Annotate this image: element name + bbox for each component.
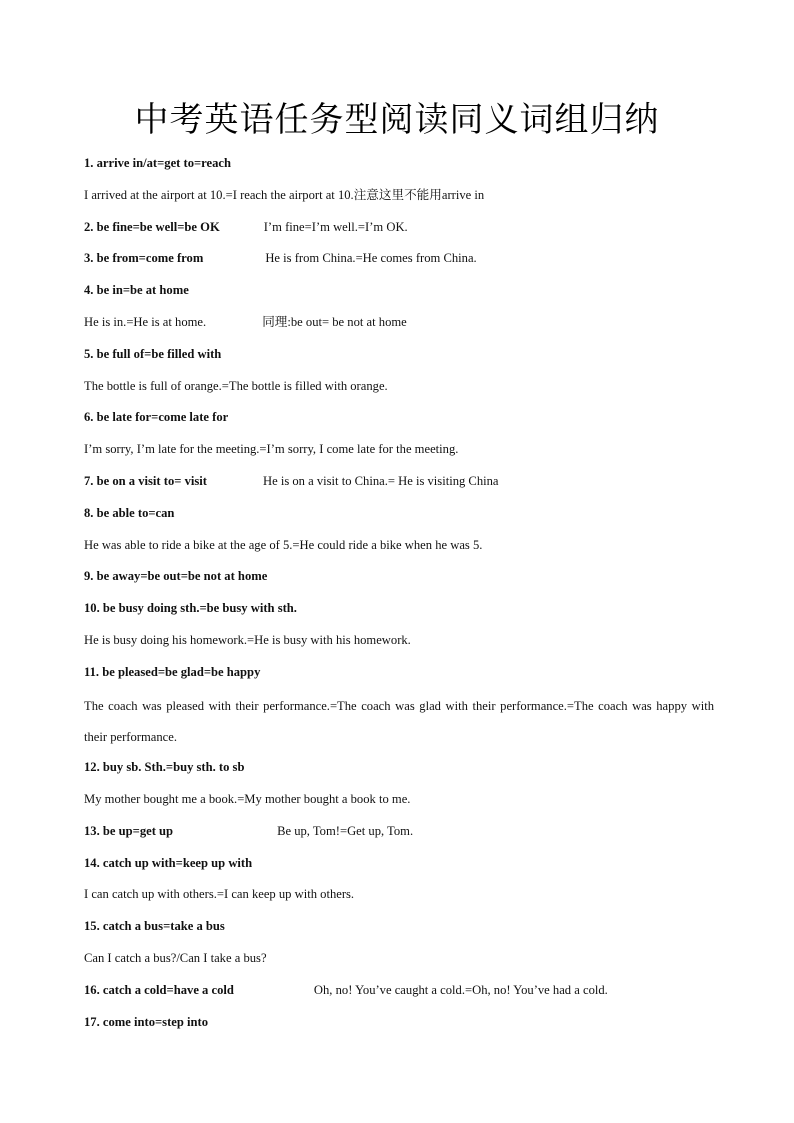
example-sentence: The bottle is full of orange.=The bottle is filled with orange. [84, 378, 388, 393]
list-item-heading [84, 1009, 714, 1041]
list-item-example [84, 627, 714, 659]
phrase-heading: 5. be full of=be filled with [84, 346, 222, 361]
phrase-heading: 15. catch a bus=take a bus [84, 919, 225, 934]
list-item-heading [84, 404, 714, 436]
list-item-example [84, 182, 714, 214]
list-item-heading [84, 977, 714, 1009]
example-sentence: I arrived at the airport at 10.=I reach the airport at 10.注意这里不能用arrive in [84, 187, 485, 202]
list-item-example [84, 309, 714, 341]
list-item-heading [84, 850, 714, 882]
page-title: 中考英语任务型阅读同义词组归纳 [134, 100, 660, 140]
example-sentence: I’m fine=I’m well.=I’m OK. [263, 219, 408, 234]
phrase-heading: 4. be in=be at home [84, 283, 189, 298]
list-item-heading [84, 913, 714, 945]
phrase-heading: 6. be late for=come late for [84, 410, 229, 425]
example-sentence: He is on a visit to China.= He is visiting China [262, 473, 499, 488]
phrase-heading: 17. come into=step into [84, 1014, 209, 1029]
phrase-heading: 10. be busy doing sth.=be busy with sth. [84, 601, 297, 616]
phrase-heading: 12. buy sb. Sth.=buy sth. to sb [84, 760, 245, 775]
list-item-example [84, 373, 714, 405]
example-note: 同理:be out= be not at home [262, 314, 407, 329]
list-item-example [84, 786, 714, 818]
phrase-heading: 7. be on a visit to= visit [84, 473, 207, 488]
list-item-heading [84, 277, 714, 309]
example-sentence: The coach was pleased with their performance.=The coach was glad with their performance.=The coach was happy with their performance. [84, 698, 714, 745]
example-sentence: He is in.=He is at home. [84, 314, 207, 329]
list-item-heading [84, 754, 714, 786]
example-sentence: Can I catch a bus?/Can I take a bus? [84, 950, 267, 965]
list-item-heading [84, 150, 714, 182]
list-item-example [84, 436, 714, 468]
phrase-heading: 13. be up=get up [84, 823, 174, 838]
example-sentence: He was able to ride a bike at the age of 5.=He could ride a bike when he was 5. [84, 537, 483, 552]
example-sentence: Oh, no! You’ve caught a cold.=Oh, no! You’ve had a cold. [313, 982, 608, 997]
phrase-heading: 16. catch a cold=have a cold [84, 982, 234, 997]
list-item-example [84, 945, 714, 977]
list-item-heading [84, 500, 714, 532]
list-item-heading [84, 214, 714, 246]
list-item-example [84, 881, 714, 913]
example-sentence: Be up, Tom!=Get up, Tom. [277, 823, 414, 838]
example-sentence: I’m sorry, I’m late for the meeting.=I’m sorry, I come late for the meeting. [84, 442, 459, 457]
example-sentence: My mother bought me a book.=My mother bought a book to me. [84, 791, 411, 806]
phrase-heading: 8. be able to=can [84, 505, 175, 520]
list-item-example [84, 532, 714, 564]
list-item-heading [84, 468, 714, 500]
phrase-heading: 14. catch up with=keep up with [84, 855, 253, 870]
list-item-heading [84, 341, 714, 373]
list-item-example [84, 691, 714, 755]
phrase-heading: 9. be away=be out=be not at home [84, 569, 268, 584]
phrase-heading: 2. be fine=be well=be OK [84, 219, 220, 234]
example-sentence: He is from China.=He comes from China. [265, 251, 477, 266]
example-sentence: I can catch up with others.=I can keep up with others. [84, 887, 355, 902]
phrase-heading: 1. arrive in/at=get to=reach [84, 156, 232, 170]
list-item-heading [84, 818, 714, 850]
list-item-heading [84, 245, 714, 277]
list-item-heading [84, 659, 714, 691]
phrase-heading: 3. be from=come from [84, 251, 204, 266]
phrase-list [84, 150, 714, 1040]
example-sentence: He is busy doing his homework.=He is busy with his homework. [84, 632, 411, 647]
list-item-heading [84, 595, 714, 627]
phrase-heading: 11. be pleased=be glad=be happy [84, 664, 261, 679]
list-item-heading [84, 563, 714, 595]
